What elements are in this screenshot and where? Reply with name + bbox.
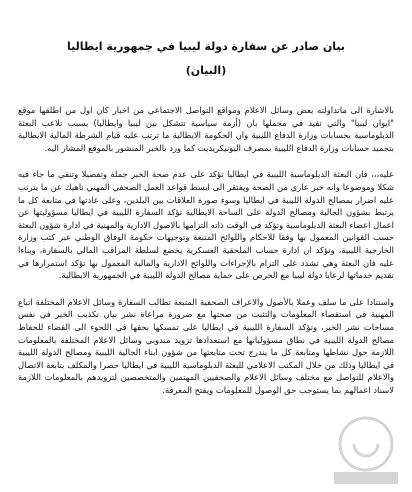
- document-title: بيان صادر عن سفارة دولة ليبيا في جمهورية ايطاليا: [66, 40, 346, 53]
- paragraph-media-request: واستنادا على ما سلف وعملا بالأصول والاعراف الصحفية المتبعة تطالب السفارة وسائل الاعلام المختلفة اتباع المهنية في استقصاء المعلومات والتثبت من صحتها مع ضرورة مراعاة نشر بيان تكذيب الخبر في نفس مساحات نشر الخبر، وتؤكد السفارة الليبية في ايطاليا على تمسكها بحقها في اللجوء الى القضاء للحفاظ مصالح الدولة الليبية في نطاق مسؤولياتها مع استعدادها تزويد مندوبي وسائل الاعلام المختلفة بالمعلومات اللازمة حول نشاطها ومتابعة كل ما يندرج تحت متابعتها من شؤون ابناء الجالية الليبية ومصالح الدولة الليبية في ايطاليا وذلك من خلال المكتب الاعلامي للبعثة الدبلوماسية الليبية في ايطاليا حصرا والمكلف بتابعة الاتصال والاعلام للتواصل مع مختلف وسائل الاعلام والصحفيين المهتمين والمتخصصين لتزويدهم بالمعلومات اللازمة لاسناد اعمالهم بما يستوجب حق الوصول للمعلومات ويفتح المعرفة.: [18, 296, 394, 395]
- paragraph-denial: عليه،،، فان البعثة الدبلوماسية الليبية في ايطاليا تؤكد على عدم صحة الخبر جملة وتفصيلا وتنفي ما جاء فيه شكلا وموضوعا وانه خبر عاري من الصحة ويفتقر الى ابسط قواعد العمل الصحفي المهني ناهيك عن ما يترتب عليه اضرار بمصالح الدولة الليبية في ايطاليا وسوء صورة العلاقات بين البلدين، وعلى عادتها في متابعة كل ما يرتبط بشؤون الجالية ومصالح الدولة على الساحة الايطالية تؤكد السفارة الليبية في ايطاليا مسؤوليتها عن اعمال اعضاء البعثة الدبلوماسية وتؤكد في الوقت ذاته التزامها بالاصول الادارية والمهنية في ادارة شؤون البعثة حسب القوانين المعمول بها وفقا للاحكام واللوائح المتبعة وتوجيهات حكومة الوفاق الوطني عبر كتب وزارة الخارجية الليبية، وتؤكد ان ادارة حساب الملحقية العسكرية يخضع لسلطة المراقب المالي بالسفارة، وبناءا عليه فان البعثة وهي تشدد على التزام بالإجراءات واللوائح الادارية والمالية المعمول بها تؤكد استمرارها في تقديم خدماتها لرعايا دولة ليبيا مع الحرص على حماية مصالح الدولة الليبية في الجمهورية الايطالية.: [18, 169, 394, 281]
- paragraph-intro: بالاشارة الى ماتداولته بعض وسائل الاعلام ومواقع التواصل الاجتماعي من اخبار كان اول من اطلقها موقع "ايوان ليبيا" والتي تفيد في مجملها بان (أزمة سياسية تتشكل بين ليبيا وايطاليا) بسبب تلاعب البعثة الدبلوماسية بحسابات وزارة الدفاع الليبية وان الحكومة الايطالية ما ترتب عليه قيام الشرطة المالية الايطالية بتجميد حسابات وزارة الدفاع الليبية بمصرف اليونيكريديت كما ورد بالخبر المنشور بالموقع المشار اليه.: [18, 105, 394, 153]
- watermark-logo: [324, 408, 408, 488]
- document-subtitle: (البيان): [185, 64, 227, 77]
